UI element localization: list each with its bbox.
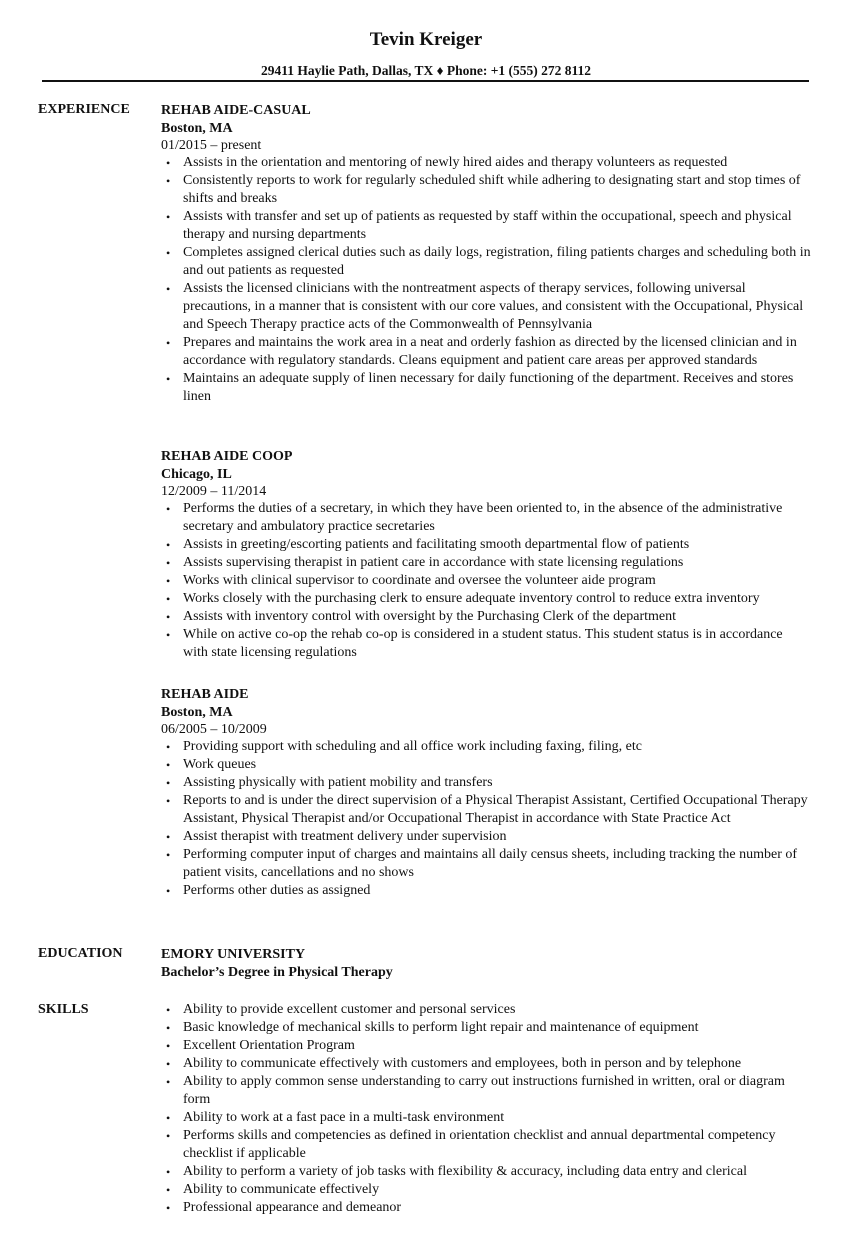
bullet-dot-icon: • <box>166 556 171 570</box>
bullet-text: Assists with transfer and set up of patients as requested by staff within the occupational, speech and physical therapy and nursing departments <box>183 209 792 242</box>
bullet-item <box>161 334 811 370</box>
bullet-dot-icon: • <box>166 372 171 386</box>
bullet-dot-icon: • <box>166 776 171 790</box>
bullet-dot-icon: • <box>166 1129 171 1143</box>
bullet-item <box>161 774 811 792</box>
bullet-item <box>161 1109 811 1127</box>
bullet-dot-icon: • <box>166 830 171 844</box>
bullet-text: Assists in the orientation and mentoring of newly hired aides and therapy volunteers as requested <box>183 155 728 170</box>
bullet-dot-icon: • <box>166 538 171 552</box>
bullet-text: Work queues <box>183 757 257 772</box>
bullet-text: Basic knowledge of mechanical skills to perform light repair and maintenance of equipment <box>183 1020 699 1035</box>
bullet-dot-icon: • <box>166 1111 171 1125</box>
bullet-dot-icon: • <box>166 592 171 606</box>
job-bullets <box>161 154 811 406</box>
bullet-item <box>161 828 811 846</box>
bullet-dot-icon: • <box>166 1057 171 1071</box>
bullet-item <box>161 1001 811 1019</box>
bullet-item <box>161 1037 811 1055</box>
experience-section-label: EXPERIENCE <box>38 102 130 117</box>
bullet-dot-icon: • <box>166 1165 171 1179</box>
bullet-dot-icon: • <box>166 210 171 224</box>
bullet-text: Ability to provide excellent customer and personal services <box>183 1002 516 1017</box>
bullet-text: Maintains an adequate supply of linen necessary for daily functioning of the department. Receives and stores linen <box>183 371 794 404</box>
header-divider <box>42 80 809 82</box>
bullet-dot-icon: • <box>166 502 171 516</box>
bullet-dot-icon: • <box>166 740 171 754</box>
bullet-text: Ability to apply common sense understanding to carry out instructions furnished in written, oral or diagram form <box>183 1074 785 1107</box>
bullet-item <box>161 280 811 334</box>
bullet-text: Assists supervising therapist in patient care in accordance with state licensing regulations <box>183 555 684 570</box>
job-title: REHAB AIDE <box>161 687 249 702</box>
bullet-item <box>161 882 811 900</box>
bullet-item <box>161 172 811 208</box>
bullet-item <box>161 536 811 554</box>
bullet-dot-icon: • <box>166 758 171 772</box>
bullet-item <box>161 572 811 590</box>
job-title: REHAB AIDE COOP <box>161 449 293 464</box>
bullet-item <box>161 370 811 406</box>
job-entry-3 <box>161 686 811 900</box>
bullet-text: Ability to communicate effectively <box>183 1182 380 1197</box>
bullet-text: While on active co-op the rehab co-op is considered in a student status. This student status is in accordance with state licensing regulations <box>183 627 783 660</box>
bullet-text: Assists with inventory control with oversight by the Purchasing Clerk of the department <box>183 609 677 624</box>
bullet-dot-icon: • <box>166 336 171 350</box>
bullet-item <box>161 738 811 756</box>
job-dates: 12/2009 – 11/2014 <box>161 484 267 499</box>
bullet-dot-icon: • <box>166 884 171 898</box>
bullet-text: Assisting physically with patient mobility and transfers <box>183 775 493 790</box>
bullet-dot-icon: • <box>166 1003 171 1017</box>
bullet-text: Assists the licensed clinicians with the nontreatment aspects of therapy services, following universal precautions, in a manner that is consistent with our core values, and consistent with the Occupational, Physical and Speech Therapy practice acts of the Commonwealth of Pennsylvania <box>183 281 804 332</box>
bullet-dot-icon: • <box>166 574 171 588</box>
job-dates: 06/2005 – 10/2009 <box>161 722 267 737</box>
bullet-item <box>161 1163 811 1181</box>
bullet-dot-icon: • <box>166 174 171 188</box>
bullet-text: Assists in greeting/escorting patients and facilitating smooth departmental flow of patients <box>183 537 690 552</box>
bullet-text: Reports to and is under the direct supervision of a Physical Therapist Assistant, Certified Occupational Therapy Assistant, Physical Therapist and/or Occupational Therapist in accordance with State Practice Act <box>183 793 808 826</box>
skills-section-label: SKILLS <box>38 1002 89 1017</box>
job-title: REHAB AIDE-CASUAL <box>161 103 311 118</box>
bullet-item <box>161 626 811 662</box>
bullet-text: Performs skills and competencies as defined in orientation checklist and annual departmental competency checklist if applicable <box>183 1128 776 1161</box>
bullet-text: Consistently reports to work for regularly scheduled shift while adhering to designating start and stop times of shifts and breaks <box>183 173 801 206</box>
bullet-text: Performs other duties as assigned <box>183 883 371 898</box>
bullet-item <box>161 1019 811 1037</box>
bullet-dot-icon: • <box>166 156 171 170</box>
bullet-item <box>161 1055 811 1073</box>
bullet-dot-icon: • <box>166 1021 171 1035</box>
education-entry <box>161 946 811 981</box>
job-location: Boston, MA <box>161 705 233 720</box>
job-location: Chicago, IL <box>161 467 232 482</box>
bullet-item <box>161 500 811 536</box>
bullet-dot-icon: • <box>166 794 171 808</box>
bullet-item <box>161 1199 811 1217</box>
bullet-dot-icon: • <box>166 282 171 296</box>
bullet-item <box>161 590 811 608</box>
bullet-dot-icon: • <box>166 1039 171 1053</box>
bullet-item <box>161 792 811 828</box>
school-name: EMORY UNIVERSITY <box>161 947 306 962</box>
bullet-text: Ability to work at a fast pace in a multi-task environment <box>183 1110 505 1125</box>
bullet-text: Ability to perform a variety of job tasks with flexibility & accuracy, including data entry and clerical <box>183 1164 747 1179</box>
bullet-dot-icon: • <box>166 1075 171 1089</box>
bullet-text: Assist therapist with treatment delivery under supervision <box>183 829 507 844</box>
bullet-text: Works closely with the purchasing clerk to ensure adequate inventory control to reduce extra inventory <box>183 591 760 606</box>
bullet-text: Providing support with scheduling and all office work including faxing, filing, etc <box>183 739 642 754</box>
bullet-item <box>161 756 811 774</box>
bullet-text: Prepares and maintains the work area in a neat and orderly fashion as directed by the licensed clinician and in accordance with regulatory standards. Cleans equipment and patient care areas per approved standards <box>183 335 797 368</box>
skills-list <box>161 1001 811 1217</box>
bullet-item <box>161 554 811 572</box>
bullet-item <box>161 846 811 882</box>
job-entry-1 <box>161 102 811 406</box>
job-location: Boston, MA <box>161 121 233 136</box>
job-bullets <box>161 500 811 662</box>
bullet-text: Professional appearance and demeanor <box>183 1200 402 1215</box>
bullet-text: Excellent Orientation Program <box>183 1038 355 1053</box>
bullet-dot-icon: • <box>166 848 171 862</box>
bullet-item <box>161 154 811 172</box>
bullet-item <box>161 1127 811 1163</box>
candidate-name: Tevin Kreiger <box>369 29 483 50</box>
contact-line: 29411 Haylie Path, Dallas, TX ♦ Phone: +1 (555) 272 8112 <box>260 63 592 78</box>
degree: Bachelor’s Degree in Physical Therapy <box>161 965 393 980</box>
bullet-item <box>161 608 811 626</box>
bullet-dot-icon: • <box>166 246 171 260</box>
bullet-dot-icon: • <box>166 610 171 624</box>
bullet-text: Completes assigned clerical duties such as daily logs, registration, filing patients charges and scheduling both in and out patients as requested <box>183 245 811 278</box>
bullet-text: Works with clinical supervisor to coordinate and oversee the volunteer aide program <box>183 573 656 588</box>
education-section-label: EDUCATION <box>38 946 123 961</box>
bullet-dot-icon: • <box>166 1183 171 1197</box>
bullet-text: Ability to communicate effectively with customers and employees, both in person and by telephone <box>183 1056 742 1071</box>
bullet-text: Performs the duties of a secretary, in which they have been oriented to, in the absence of the administrative secretary and ambulatory practice secretaries <box>183 501 783 534</box>
bullet-dot-icon: • <box>166 1201 171 1215</box>
job-entry-2 <box>161 448 811 662</box>
job-bullets <box>161 738 811 900</box>
bullet-item <box>161 208 811 244</box>
bullet-text: Performing computer input of charges and maintains all daily census sheets, including tracking the number of patient visits, cancellations and no shows <box>183 847 798 880</box>
bullet-item <box>161 1181 811 1199</box>
skills-entry <box>161 1001 811 1217</box>
bullet-item <box>161 1073 811 1109</box>
job-dates: 01/2015 – present <box>161 138 262 153</box>
bullet-item <box>161 244 811 280</box>
bullet-dot-icon: • <box>166 628 171 642</box>
